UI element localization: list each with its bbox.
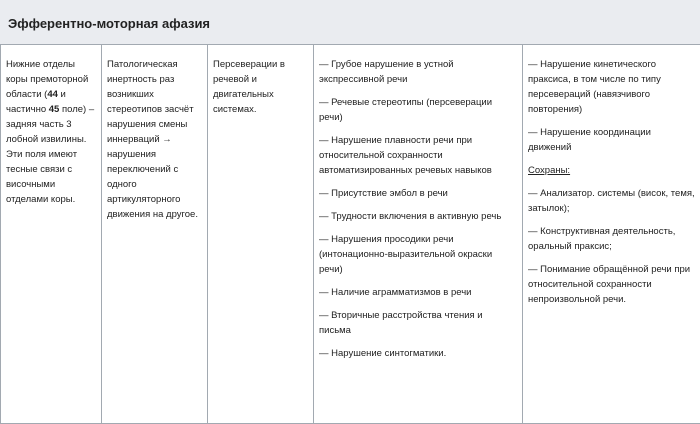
list-item: — Нарушение синтогматики. xyxy=(319,346,517,361)
localization-text-3: поле) – задняя часть 3 лобной извилины. Эти поля имеют тесные связи с височными отделами коры. xyxy=(6,104,94,205)
table-title: Эфферентно-моторная афазия xyxy=(8,16,210,31)
other-symptoms-cell xyxy=(523,45,700,424)
defect-cell: Персеверации в речевой и двигательных системах. xyxy=(208,45,314,424)
localization-cell xyxy=(1,45,102,424)
localization-text-1: Нижние отделы коры премоторной области ( xyxy=(6,59,88,100)
mechanism-cell: Патологическая инертность раз возникших стереотипов засчёт нарушения смены иннерваций → нарушения переключений с одного артикуляторного движения на другое. xyxy=(102,45,208,424)
field-44: 44 xyxy=(47,89,58,100)
list-item: — Трудности включения в активную речь xyxy=(319,209,517,224)
list-item: — Присутствие эмбол в речи xyxy=(319,186,517,201)
list-item: — Анализатор. системы (висок, темя, затылок); xyxy=(528,186,695,216)
list-item: — Конструктивная деятельность, оральный праксис; xyxy=(528,224,695,254)
list-item: — Нарушение координации движений xyxy=(528,125,695,155)
list-item: — Нарушения просодики речи (интонационно-выразительной окраски речи) xyxy=(319,232,517,277)
list-item: — Наличие аграмматизмов в речи xyxy=(319,285,517,300)
list-item: — Нарушение плавности речи при относительной сохранности автоматизированных речевых навыков xyxy=(319,133,517,178)
list-item: — Нарушение кинетического праксиса, в том числе по типу персевераций (навязчивого повторения) xyxy=(528,57,695,117)
localization-text-2: и частично xyxy=(6,89,66,115)
preserved-label: Сохраны: xyxy=(528,163,695,178)
speech-symptoms-cell xyxy=(314,45,523,424)
table-row xyxy=(1,45,700,424)
list-item: — Речевые стереотипы (персеверации речи) xyxy=(319,95,517,125)
table-header-bar xyxy=(0,0,700,45)
list-item: — Грубое нарушение в устной экспрессивной речи xyxy=(319,57,517,87)
aphasia-table xyxy=(0,44,700,424)
list-item: — Вторичные расстройства чтения и письма xyxy=(319,308,517,338)
field-45: 45 xyxy=(49,104,60,115)
list-item: — Понимание обращённой речи при относительной сохранности непроизвольной речи. xyxy=(528,262,695,307)
